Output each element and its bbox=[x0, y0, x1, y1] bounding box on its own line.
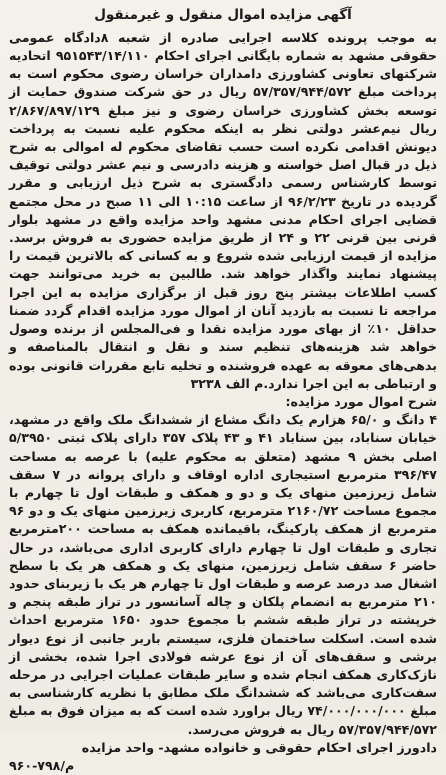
notice-title: آگهی مزایده اموال منقول و غیرمنقول bbox=[94, 7, 352, 23]
notice-footer: دادورز اجرای احکام حقوقی و خانواده مشهد- واحد مزایده bbox=[81, 739, 437, 755]
notice-body: به موجب پرونده کلاسه اجرایی صادره از شعبه ۸دادگاه عمومی حقوقی مشهد به شماره بایگانی اجرای احکام ۹۵۱۵۴۳/۱۴/۱۱۰ اتحادیه شرکتهای تعاونی کشاورزی دامداران خراسان رضوی محکوم است به پرداخت مبلغ ۵۷/۳۵۷/۹۴۴/۵۷۲ ریال در حق شرکت صندوق حمایت از توسعه بخش کشاورزی خراسان رضوی و نیز مبلغ ۲/۸۶۷/۸۹۷/۱۲۹ ریال نیم‌عشر دولتی نظر به اینکه محکوم علیه نسبت به پرداخت دیونش اقدامی نکرده است حسب تقاضای محکوم له اموالی به شرح ذیل در قبال اصل خواسته و هزینه دادرسی و نیم عشر دولتی توقیف توسط کارشناس رسمی دادگستری به شرح ذیل ارزیابی و مقرر گردیده در تاریخ ۹۶/۲/۲۳ از ساعت ۱۰:۱۵ الی ۱۱ صبح در محل مجتمع قضایی اجرای احکام مدنی مشهد واحد مزایده واقع در مشهد بلوار قرنی بین قرنی ۲۲ و ۲۴ از طریق مزایده حضوری به فروش برسد. مزایده از قیمت ارزیابی شده شروع و به کسانی که بالاترین قیمت را پیشنهاد نمایند واگذار خواهد شد. طالبین به خرید می‌توانند جهت کسب اطلاعات بیشتر پنج روز قبل از برگزاری مزایده به این اجرا مراجعه تا نسبت به بازدید آنان از اموال مورد مزایده اقدام گردد ضمنا حداقل ۱۰٪ از بهای مورد مزایده نقدا و فی‌المجلس از برنده وصول خواهد شد هزینه‌های تنظیم سند و نقل و انتقال بالمناصفه و بدهی‌های معوقه به عهده فروشنده و تخلیه تابع مقررات قانونی بوده و ارتباطی به این اجرا ندارد.م الف ۳۲۳۸ bbox=[9, 29, 437, 391]
property-description: ۴ دانگ و ۶۵/۰ هزارم یک دانگ مشاع از ششدانگ ملک واقع در مشهد، خیابان سناباد، بین سناباد ۴۱ و ۴۳ پلاک ۳۵۷ دارای پلاک ثبتی ۵/۳۹۵۰ اصلی بخش ۹ مشهد (متعلق به محکوم علیه) با عرصه به مساحت ۳۹۶/۴۷ مترمربع استیجاری اداره اوقاف و دارای پروانه در ۷ سقف شامل زیرزمین منهای یک و دو و همکف و طبقات اول تا چهارم با مجموع مساحت ۲۱۶۰/۷۲ مترمربع، کاربری زیرزمین منهای یک و دو ۹۶ مترمربع از همکف پارکینگ، باقیمانده همکف به مساحت ۲۰۰مترمربع تجاری و طبقات اول تا چهارم دارای کاربری اداری می‌باشد، در حال حاضر ۶ سقف شامل زیرزمین، منهای یک و همکف هر یک با سطح اشغال صد درصد عرصه و طبقات اول تا چهارم هر یک با زیربنای حدود ۲۱۰ مترمربع به انضمام پلکان و چاله آسانسور در تراز طبقه پنجم و خرپشته در تراز طبقه ششم با مجموع حدود ۱۶۵۰ مترمربع احداث شده است. اسکلت ساختمان فلزی، سیستم باربر جانبی از نوع دیوار برشی و سقف‌های آن از نوع عرشه فولادی اجرا شده، بخشی از نازک‌کاری همکف انجام شده و سایر طبقات عملیات اجرایی در مرحله سفت‌کاری می‌باشد که ششدانگ ملک مطابق با نظریه کارشناسی به مبلغ ۷۴/۰۰۰/۰۰۰/۰۰۰ ریال براورد شده است که به میزان فوق به مبلغ ۵۷/۳۵۷/۹۴۴/۵۷۲ ریال به فروش می‌رسد. bbox=[9, 412, 437, 737]
property-description-heading: شرح اموال مورد مزایده: bbox=[285, 393, 437, 409]
notice-code: م/۷۹۸-۹۶۰ bbox=[9, 757, 75, 773]
